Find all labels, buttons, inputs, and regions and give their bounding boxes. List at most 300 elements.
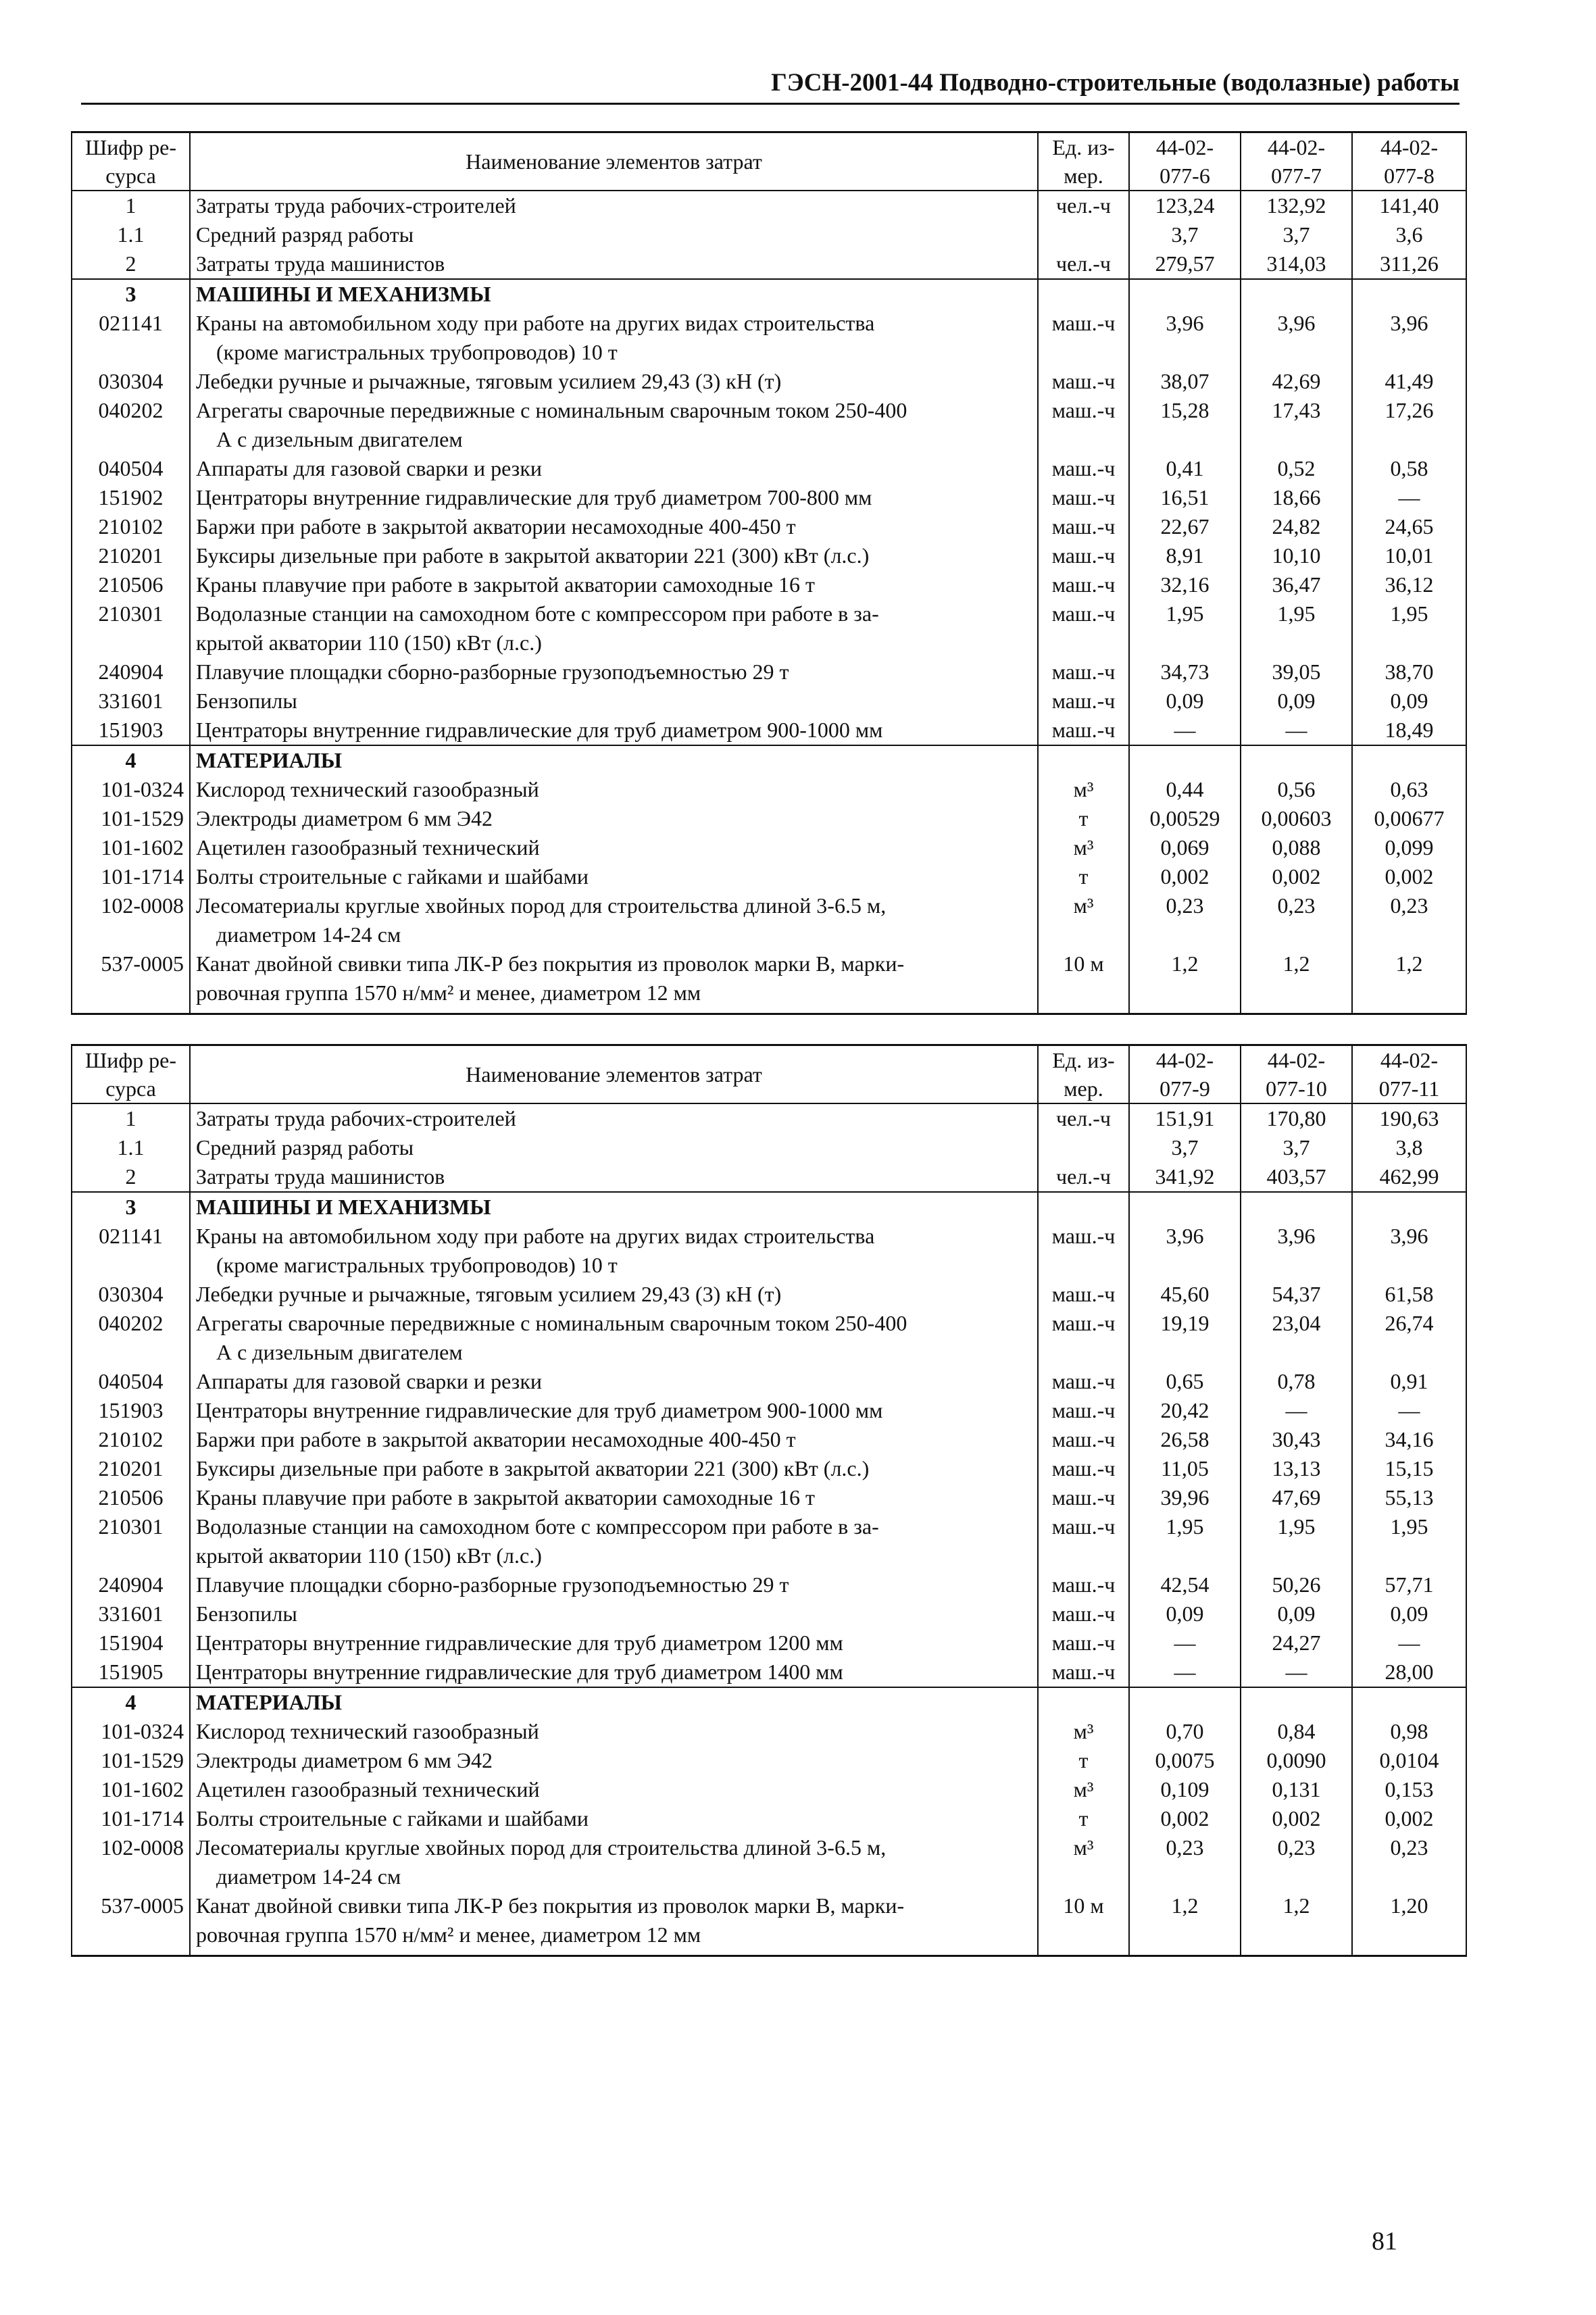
unit-of-measure: маш.-ч xyxy=(1038,716,1129,745)
cost-element-name xyxy=(190,279,1038,309)
table-row xyxy=(72,833,1466,862)
resource-code: 3 xyxy=(72,279,190,309)
value-cell: 39,05 xyxy=(1241,657,1352,687)
value-cell: 42,54 xyxy=(1129,1570,1241,1599)
value-cell: 151,91 xyxy=(1129,1103,1241,1133)
value-cell: 0,109 xyxy=(1129,1775,1241,1804)
table-row xyxy=(72,541,1466,570)
name-line-2: А с дизельным двигателем xyxy=(216,427,463,451)
resource-code: 210102 xyxy=(72,512,190,541)
value-cell: 18,49 xyxy=(1352,716,1466,745)
table-row xyxy=(72,1658,1466,1687)
table-row xyxy=(72,1192,1466,1222)
unit-of-measure: маш.-ч xyxy=(1038,1367,1129,1396)
table-row xyxy=(72,191,1466,220)
cost-element-name xyxy=(190,541,1038,570)
resource-code: 2 xyxy=(72,249,190,279)
value-cell: 0,002 xyxy=(1352,1804,1466,1833)
resource-code: 151905 xyxy=(72,1658,190,1687)
value-cell: 42,69 xyxy=(1241,367,1352,396)
name-line-1: Аппараты для газовой сварки и резки xyxy=(196,456,542,480)
resource-code: 151904 xyxy=(72,1628,190,1658)
value-cell: 341,92 xyxy=(1129,1162,1241,1192)
value-cell: 0,91 xyxy=(1352,1367,1466,1396)
value-cell: 314,03 xyxy=(1241,249,1352,279)
value-cell: 17,26 xyxy=(1352,396,1466,454)
column-header-name: Наименование элементов затрат xyxy=(190,132,1038,191)
cost-element-name xyxy=(190,1425,1038,1454)
resource-code: 151903 xyxy=(72,716,190,745)
value-cell: 24,27 xyxy=(1241,1628,1352,1658)
cost-element-name xyxy=(190,570,1038,599)
resource-code: 030304 xyxy=(72,367,190,396)
name-line-1: Лесоматериалы круглые хвойных пород для строительства длиной 3-6.5 м, xyxy=(196,893,887,918)
value-cell: 0,78 xyxy=(1241,1367,1352,1396)
cost-element-name xyxy=(190,891,1038,949)
name-line-1: Кислород технический газообразный xyxy=(196,1719,539,1743)
cost-element-name xyxy=(190,657,1038,687)
table-row xyxy=(72,249,1466,279)
resource-code: 210201 xyxy=(72,541,190,570)
value-cell: 1,95 xyxy=(1352,1512,1466,1570)
cost-element-name xyxy=(190,483,1038,512)
table-body xyxy=(72,191,1466,1014)
value-cell: 0,002 xyxy=(1129,862,1241,891)
value-cell: 18,66 xyxy=(1241,483,1352,512)
cost-element-name xyxy=(190,833,1038,862)
unit-of-measure: маш.-ч xyxy=(1038,687,1129,716)
name-line-2: крытой акватории 110 (150) кВт (л.с.) xyxy=(196,1543,542,1568)
table-row xyxy=(72,1512,1466,1570)
table-row xyxy=(72,1775,1466,1804)
value-cell: 16,51 xyxy=(1129,483,1241,512)
value-cell: 0,09 xyxy=(1352,1599,1466,1628)
value-cell: 24,82 xyxy=(1241,512,1352,541)
cost-element-name xyxy=(190,309,1038,367)
value-cell: 1,2 xyxy=(1129,1891,1241,1956)
unit-of-measure: маш.-ч xyxy=(1038,570,1129,599)
value-cell: 3,96 xyxy=(1241,1222,1352,1280)
resource-code: 101-1529 xyxy=(72,1746,190,1775)
value-cell: 32,16 xyxy=(1129,570,1241,599)
value-cell: 0,002 xyxy=(1129,1804,1241,1833)
value-cell xyxy=(1129,279,1241,309)
unit-of-measure: маш.-ч xyxy=(1038,1570,1129,1599)
table-row xyxy=(72,1103,1466,1133)
value-cell: 0,63 xyxy=(1352,775,1466,804)
table-row xyxy=(72,396,1466,454)
value-cell xyxy=(1352,745,1466,775)
table-row xyxy=(72,1425,1466,1454)
column-header-code: Шифр ре- сурса xyxy=(72,132,190,191)
value-cell: 0,099 xyxy=(1352,833,1466,862)
value-cell: 123,24 xyxy=(1129,191,1241,220)
cost-element-name xyxy=(190,1804,1038,1833)
cost-element-name xyxy=(190,1280,1038,1309)
resource-code: 331601 xyxy=(72,687,190,716)
cost-element-name xyxy=(190,367,1038,396)
value-cell: 0,41 xyxy=(1129,454,1241,483)
resource-code: 1.1 xyxy=(72,220,190,249)
table-row xyxy=(72,1746,1466,1775)
value-cell xyxy=(1241,1192,1352,1222)
name-line-1: Агрегаты сварочные передвижные с номинальным сварочным током 250-400 xyxy=(196,1311,907,1335)
unit-of-measure: маш.-ч xyxy=(1038,1628,1129,1658)
value-cell: 3,8 xyxy=(1352,1133,1466,1162)
value-cell: 0,98 xyxy=(1352,1717,1466,1746)
resource-code: 210102 xyxy=(72,1425,190,1454)
cost-element-name xyxy=(190,1309,1038,1367)
unit-of-measure: маш.-ч xyxy=(1038,1658,1129,1687)
name-line-1: Средний разряд работы xyxy=(196,1135,414,1160)
value-cell: 311,26 xyxy=(1352,249,1466,279)
name-line-1: Затраты труда рабочих-строителей xyxy=(196,193,516,218)
value-cell: 0,0075 xyxy=(1129,1746,1241,1775)
value-cell: 10,10 xyxy=(1241,541,1352,570)
name-line-1: Центраторы внутренние гидравлические для труб диаметром 900-1000 мм xyxy=(196,1398,883,1422)
value-cell: 0,58 xyxy=(1352,454,1466,483)
page-header: ГЭСН-2001-44 Подводно-строительные (водолазные) работы xyxy=(81,68,1460,105)
unit-of-measure xyxy=(1038,1133,1129,1162)
value-cell: 0,23 xyxy=(1241,891,1352,949)
resource-code: 101-1529 xyxy=(72,804,190,833)
name-line-1: Канат двойной свивки типа ЛК-Р без покрытия из проволок марки В, марки- xyxy=(196,951,905,976)
cost-element-name xyxy=(190,804,1038,833)
value-cell: 3,7 xyxy=(1129,1133,1241,1162)
name-line-1: Затраты труда машинистов xyxy=(196,251,445,276)
unit-of-measure: м³ xyxy=(1038,1833,1129,1891)
name-line-1: Баржи при работе в закрытой акватории несамоходные 400-450 т xyxy=(196,514,796,539)
name-line-1: МАШИНЫ И МЕХАНИЗМЫ xyxy=(196,282,491,306)
cost-element-name xyxy=(190,1717,1038,1746)
value-cell: 0,0090 xyxy=(1241,1746,1352,1775)
value-cell: 0,23 xyxy=(1129,891,1241,949)
cost-element-name xyxy=(190,949,1038,1014)
value-cell: 15,28 xyxy=(1129,396,1241,454)
table-row xyxy=(72,1833,1466,1891)
name-line-2: (кроме магистральных трубопроводов) 10 т xyxy=(216,340,618,364)
value-cell: 10,01 xyxy=(1352,541,1466,570)
value-cell: 0,70 xyxy=(1129,1717,1241,1746)
value-cell: 30,43 xyxy=(1241,1425,1352,1454)
name-line-1: Краны плавучие при работе в закрытой акватории самоходные 16 т xyxy=(196,1485,815,1510)
cost-element-name xyxy=(190,775,1038,804)
unit-of-measure: маш.-ч xyxy=(1038,309,1129,367)
cost-element-name xyxy=(190,1222,1038,1280)
cost-element-name xyxy=(190,454,1038,483)
cost-element-name xyxy=(190,1367,1038,1396)
value-cell: 1,95 xyxy=(1241,599,1352,657)
value-cell: 1,20 xyxy=(1352,1891,1466,1956)
value-cell: 24,65 xyxy=(1352,512,1466,541)
value-cell: 36,12 xyxy=(1352,570,1466,599)
value-cell: 132,92 xyxy=(1241,191,1352,220)
name-line-1: Баржи при работе в закрытой акватории несамоходные 400-450 т xyxy=(196,1427,796,1451)
name-line-1: Агрегаты сварочные передвижные с номинальным сварочным током 250-400 xyxy=(196,398,907,422)
cost-element-name xyxy=(190,1833,1038,1891)
value-cell: 1,95 xyxy=(1352,599,1466,657)
unit-of-measure xyxy=(1038,220,1129,249)
name-line-1: МАТЕРИАЛЫ xyxy=(196,1690,342,1714)
value-cell: 38,07 xyxy=(1129,367,1241,396)
value-cell: 0,09 xyxy=(1241,1599,1352,1628)
value-cell: — xyxy=(1352,1628,1466,1658)
value-cell xyxy=(1241,279,1352,309)
unit-of-measure: м³ xyxy=(1038,891,1129,949)
value-cell: 0,00603 xyxy=(1241,804,1352,833)
table-row xyxy=(72,1396,1466,1425)
unit-of-measure xyxy=(1038,745,1129,775)
value-cell: 190,63 xyxy=(1352,1103,1466,1133)
table-row xyxy=(72,716,1466,745)
table-row xyxy=(72,1717,1466,1746)
name-line-2: ровочная группа 1570 н/мм² и менее, диаметром 12 мм xyxy=(196,1922,701,1947)
value-cell: 13,13 xyxy=(1241,1454,1352,1483)
unit-of-measure: т xyxy=(1038,804,1129,833)
table-row xyxy=(72,1280,1466,1309)
cost-element-name xyxy=(190,249,1038,279)
unit-of-measure: маш.-ч xyxy=(1038,1222,1129,1280)
value-cell: 0,09 xyxy=(1129,1599,1241,1628)
resource-code: 3 xyxy=(72,1192,190,1222)
resource-code: 021141 xyxy=(72,1222,190,1280)
value-cell: — xyxy=(1241,1658,1352,1687)
value-cell: — xyxy=(1241,1396,1352,1425)
resource-code: 2 xyxy=(72,1162,190,1192)
cost-element-name xyxy=(190,1512,1038,1570)
value-cell: 0,088 xyxy=(1241,833,1352,862)
column-header-value-3: 44-02- 077-8 xyxy=(1352,132,1466,191)
cost-element-name xyxy=(190,1599,1038,1628)
table-row xyxy=(72,1804,1466,1833)
resource-code: 1 xyxy=(72,191,190,220)
table-row xyxy=(72,1599,1466,1628)
value-cell: 23,04 xyxy=(1241,1309,1352,1367)
name-line-1: Средний разряд работы xyxy=(196,222,414,247)
table-row xyxy=(72,1454,1466,1483)
cost-element-name xyxy=(190,1192,1038,1222)
value-cell: 0,56 xyxy=(1241,775,1352,804)
table-row xyxy=(72,657,1466,687)
table-row xyxy=(72,279,1466,309)
resource-code: 030304 xyxy=(72,1280,190,1309)
value-cell: 0,002 xyxy=(1241,862,1352,891)
table-row xyxy=(72,687,1466,716)
name-line-1: Краны на автомобильном ходу при работе на других видах строительства xyxy=(196,311,875,335)
value-cell: 50,26 xyxy=(1241,1570,1352,1599)
resource-code: 040202 xyxy=(72,1309,190,1367)
resource-code: 101-1714 xyxy=(72,1804,190,1833)
value-cell: 3,96 xyxy=(1352,309,1466,367)
name-line-1: Буксиры дизельные при работе в закрытой акватории 221 (300) кВт (л.с.) xyxy=(196,543,870,568)
unit-of-measure: маш.-ч xyxy=(1038,599,1129,657)
cost-element-name xyxy=(190,512,1038,541)
table-row xyxy=(72,1570,1466,1599)
cost-element-name xyxy=(190,1775,1038,1804)
name-line-1: Аппараты для газовой сварки и резки xyxy=(196,1369,542,1393)
column-header-name: Наименование элементов затрат xyxy=(190,1045,1038,1104)
unit-of-measure: м³ xyxy=(1038,1775,1129,1804)
value-cell: 3,96 xyxy=(1352,1222,1466,1280)
table-row xyxy=(72,891,1466,949)
table-row xyxy=(72,1891,1466,1956)
unit-of-measure: чел.-ч xyxy=(1038,1103,1129,1133)
column-header-value-3: 44-02- 077-11 xyxy=(1352,1045,1466,1104)
resource-code: 102-0008 xyxy=(72,1833,190,1891)
resource-code: 210301 xyxy=(72,1512,190,1570)
value-cell: 26,74 xyxy=(1352,1309,1466,1367)
unit-of-measure: м³ xyxy=(1038,775,1129,804)
resource-code: 040504 xyxy=(72,454,190,483)
cost-element-name xyxy=(190,1628,1038,1658)
column-header-unit: Ед. из- мер. xyxy=(1038,1045,1129,1104)
value-cell: 47,69 xyxy=(1241,1483,1352,1512)
table-row xyxy=(72,483,1466,512)
column-header-value-2: 44-02- 077-10 xyxy=(1241,1045,1352,1104)
name-line-1: Плавучие площадки сборно-разборные грузоподъемностью 29 т xyxy=(196,1572,789,1597)
value-cell: 0,52 xyxy=(1241,454,1352,483)
cost-element-name xyxy=(190,1746,1038,1775)
value-cell: 0,23 xyxy=(1129,1833,1241,1891)
table-row xyxy=(72,570,1466,599)
table-row xyxy=(72,862,1466,891)
resource-code: 101-0324 xyxy=(72,1717,190,1746)
value-cell: 0,09 xyxy=(1352,687,1466,716)
column-header-unit: Ед. из- мер. xyxy=(1038,132,1129,191)
unit-of-measure: маш.-ч xyxy=(1038,1483,1129,1512)
value-cell: 0,65 xyxy=(1129,1367,1241,1396)
cost-element-name xyxy=(190,745,1038,775)
name-line-2: (кроме магистральных трубопроводов) 10 т xyxy=(216,1253,618,1277)
name-line-1: Электроды диаметром 6 мм Э42 xyxy=(196,806,493,830)
table-row xyxy=(72,1628,1466,1658)
value-cell: 0,23 xyxy=(1241,1833,1352,1891)
table-row xyxy=(72,220,1466,249)
name-line-1: МАШИНЫ И МЕХАНИЗМЫ xyxy=(196,1195,491,1219)
name-line-1: Краны на автомобильном ходу при работе на других видах строительства xyxy=(196,1224,875,1248)
unit-of-measure: маш.-ч xyxy=(1038,1599,1129,1628)
table-row xyxy=(72,1367,1466,1396)
resource-code: 1 xyxy=(72,1103,190,1133)
table-header-row xyxy=(72,1045,1466,1104)
value-cell: — xyxy=(1129,716,1241,745)
value-cell: 0,44 xyxy=(1129,775,1241,804)
table-row xyxy=(72,1162,1466,1192)
value-cell: 8,91 xyxy=(1129,541,1241,570)
cost-element-name xyxy=(190,220,1038,249)
value-cell: 3,96 xyxy=(1129,309,1241,367)
name-line-1: Затраты труда машинистов xyxy=(196,1164,445,1189)
unit-of-measure: маш.-ч xyxy=(1038,1512,1129,1570)
cost-table-2 xyxy=(71,1044,1467,1957)
name-line-2: диаметром 14-24 см xyxy=(216,922,401,947)
table-row xyxy=(72,309,1466,367)
resource-code: 1.1 xyxy=(72,1133,190,1162)
value-cell: 3,7 xyxy=(1241,220,1352,249)
resource-code: 240904 xyxy=(72,1570,190,1599)
resource-code: 4 xyxy=(72,1687,190,1717)
name-line-2: А с дизельным двигателем xyxy=(216,1340,463,1364)
value-cell: 0,00677 xyxy=(1352,804,1466,833)
table-body xyxy=(72,1103,1466,1956)
cost-element-name xyxy=(190,716,1038,745)
table-row xyxy=(72,1483,1466,1512)
name-line-1: Бензопилы xyxy=(196,689,297,713)
value-cell: 26,58 xyxy=(1129,1425,1241,1454)
name-line-1: Ацетилен газообразный технический xyxy=(196,1777,540,1801)
value-cell xyxy=(1129,1192,1241,1222)
value-cell: 170,80 xyxy=(1241,1103,1352,1133)
value-cell: 0,23 xyxy=(1352,1833,1466,1891)
value-cell: 36,47 xyxy=(1241,570,1352,599)
resource-code: 040202 xyxy=(72,396,190,454)
value-cell xyxy=(1241,1687,1352,1717)
value-cell: 1,2 xyxy=(1352,949,1466,1014)
value-cell: — xyxy=(1241,716,1352,745)
resource-code: 151902 xyxy=(72,483,190,512)
cost-element-name xyxy=(190,1687,1038,1717)
column-header-code: Шифр ре- сурса xyxy=(72,1045,190,1104)
value-cell xyxy=(1241,745,1352,775)
unit-of-measure: чел.-ч xyxy=(1038,1162,1129,1192)
value-cell: 55,13 xyxy=(1352,1483,1466,1512)
name-line-1: МАТЕРИАЛЫ xyxy=(196,748,342,772)
unit-of-measure: чел.-ч xyxy=(1038,249,1129,279)
value-cell: 39,96 xyxy=(1129,1483,1241,1512)
name-line-2: крытой акватории 110 (150) кВт (л.с.) xyxy=(196,630,542,655)
unit-of-measure: т xyxy=(1038,862,1129,891)
resource-code: 101-1602 xyxy=(72,1775,190,1804)
value-cell: 57,71 xyxy=(1352,1570,1466,1599)
table-row xyxy=(72,1222,1466,1280)
name-line-1: Краны плавучие при работе в закрытой акватории самоходные 16 т xyxy=(196,572,815,597)
cost-element-name xyxy=(190,1103,1038,1133)
unit-of-measure: т xyxy=(1038,1804,1129,1833)
value-cell: 45,60 xyxy=(1129,1280,1241,1309)
unit-of-measure: маш.-ч xyxy=(1038,1396,1129,1425)
value-cell: 0,002 xyxy=(1241,1804,1352,1833)
name-line-1: Водолазные станции на самоходном боте с компрессором при работе в за- xyxy=(196,1514,879,1539)
value-cell: 3,7 xyxy=(1129,220,1241,249)
name-line-1: Центраторы внутренние гидравлические для труб диаметром 1400 мм xyxy=(196,1660,843,1684)
unit-of-measure: маш.-ч xyxy=(1038,541,1129,570)
unit-of-measure: маш.-ч xyxy=(1038,1309,1129,1367)
unit-of-measure: маш.-ч xyxy=(1038,454,1129,483)
resource-code: 101-0324 xyxy=(72,775,190,804)
resource-code: 040504 xyxy=(72,1367,190,1396)
name-line-1: Плавучие площадки сборно-разборные грузоподъемностью 29 т xyxy=(196,659,789,684)
name-line-1: Лебедки ручные и рычажные, тяговым усилием 29,43 (3) кН (т) xyxy=(196,369,782,393)
page-number: 81 xyxy=(1372,2227,1397,2256)
column-header-value-1: 44-02- 077-6 xyxy=(1129,132,1241,191)
table-row xyxy=(72,1687,1466,1717)
cost-element-name xyxy=(190,1658,1038,1687)
name-line-1: Болты строительные с гайками и шайбами xyxy=(196,1806,589,1831)
unit-of-measure xyxy=(1038,1687,1129,1717)
unit-of-measure xyxy=(1038,1192,1129,1222)
value-cell: 20,42 xyxy=(1129,1396,1241,1425)
value-cell: — xyxy=(1129,1628,1241,1658)
name-line-1: Ацетилен газообразный технический xyxy=(196,835,540,860)
value-cell: 17,43 xyxy=(1241,396,1352,454)
name-line-1: Болты строительные с гайками и шайбами xyxy=(196,864,589,889)
resource-code: 210201 xyxy=(72,1454,190,1483)
value-cell: 0,069 xyxy=(1129,833,1241,862)
cost-element-name xyxy=(190,1483,1038,1512)
value-cell: 1,95 xyxy=(1129,1512,1241,1570)
value-cell: 3,96 xyxy=(1241,309,1352,367)
name-line-1: Затраты труда рабочих-строителей xyxy=(196,1106,516,1130)
